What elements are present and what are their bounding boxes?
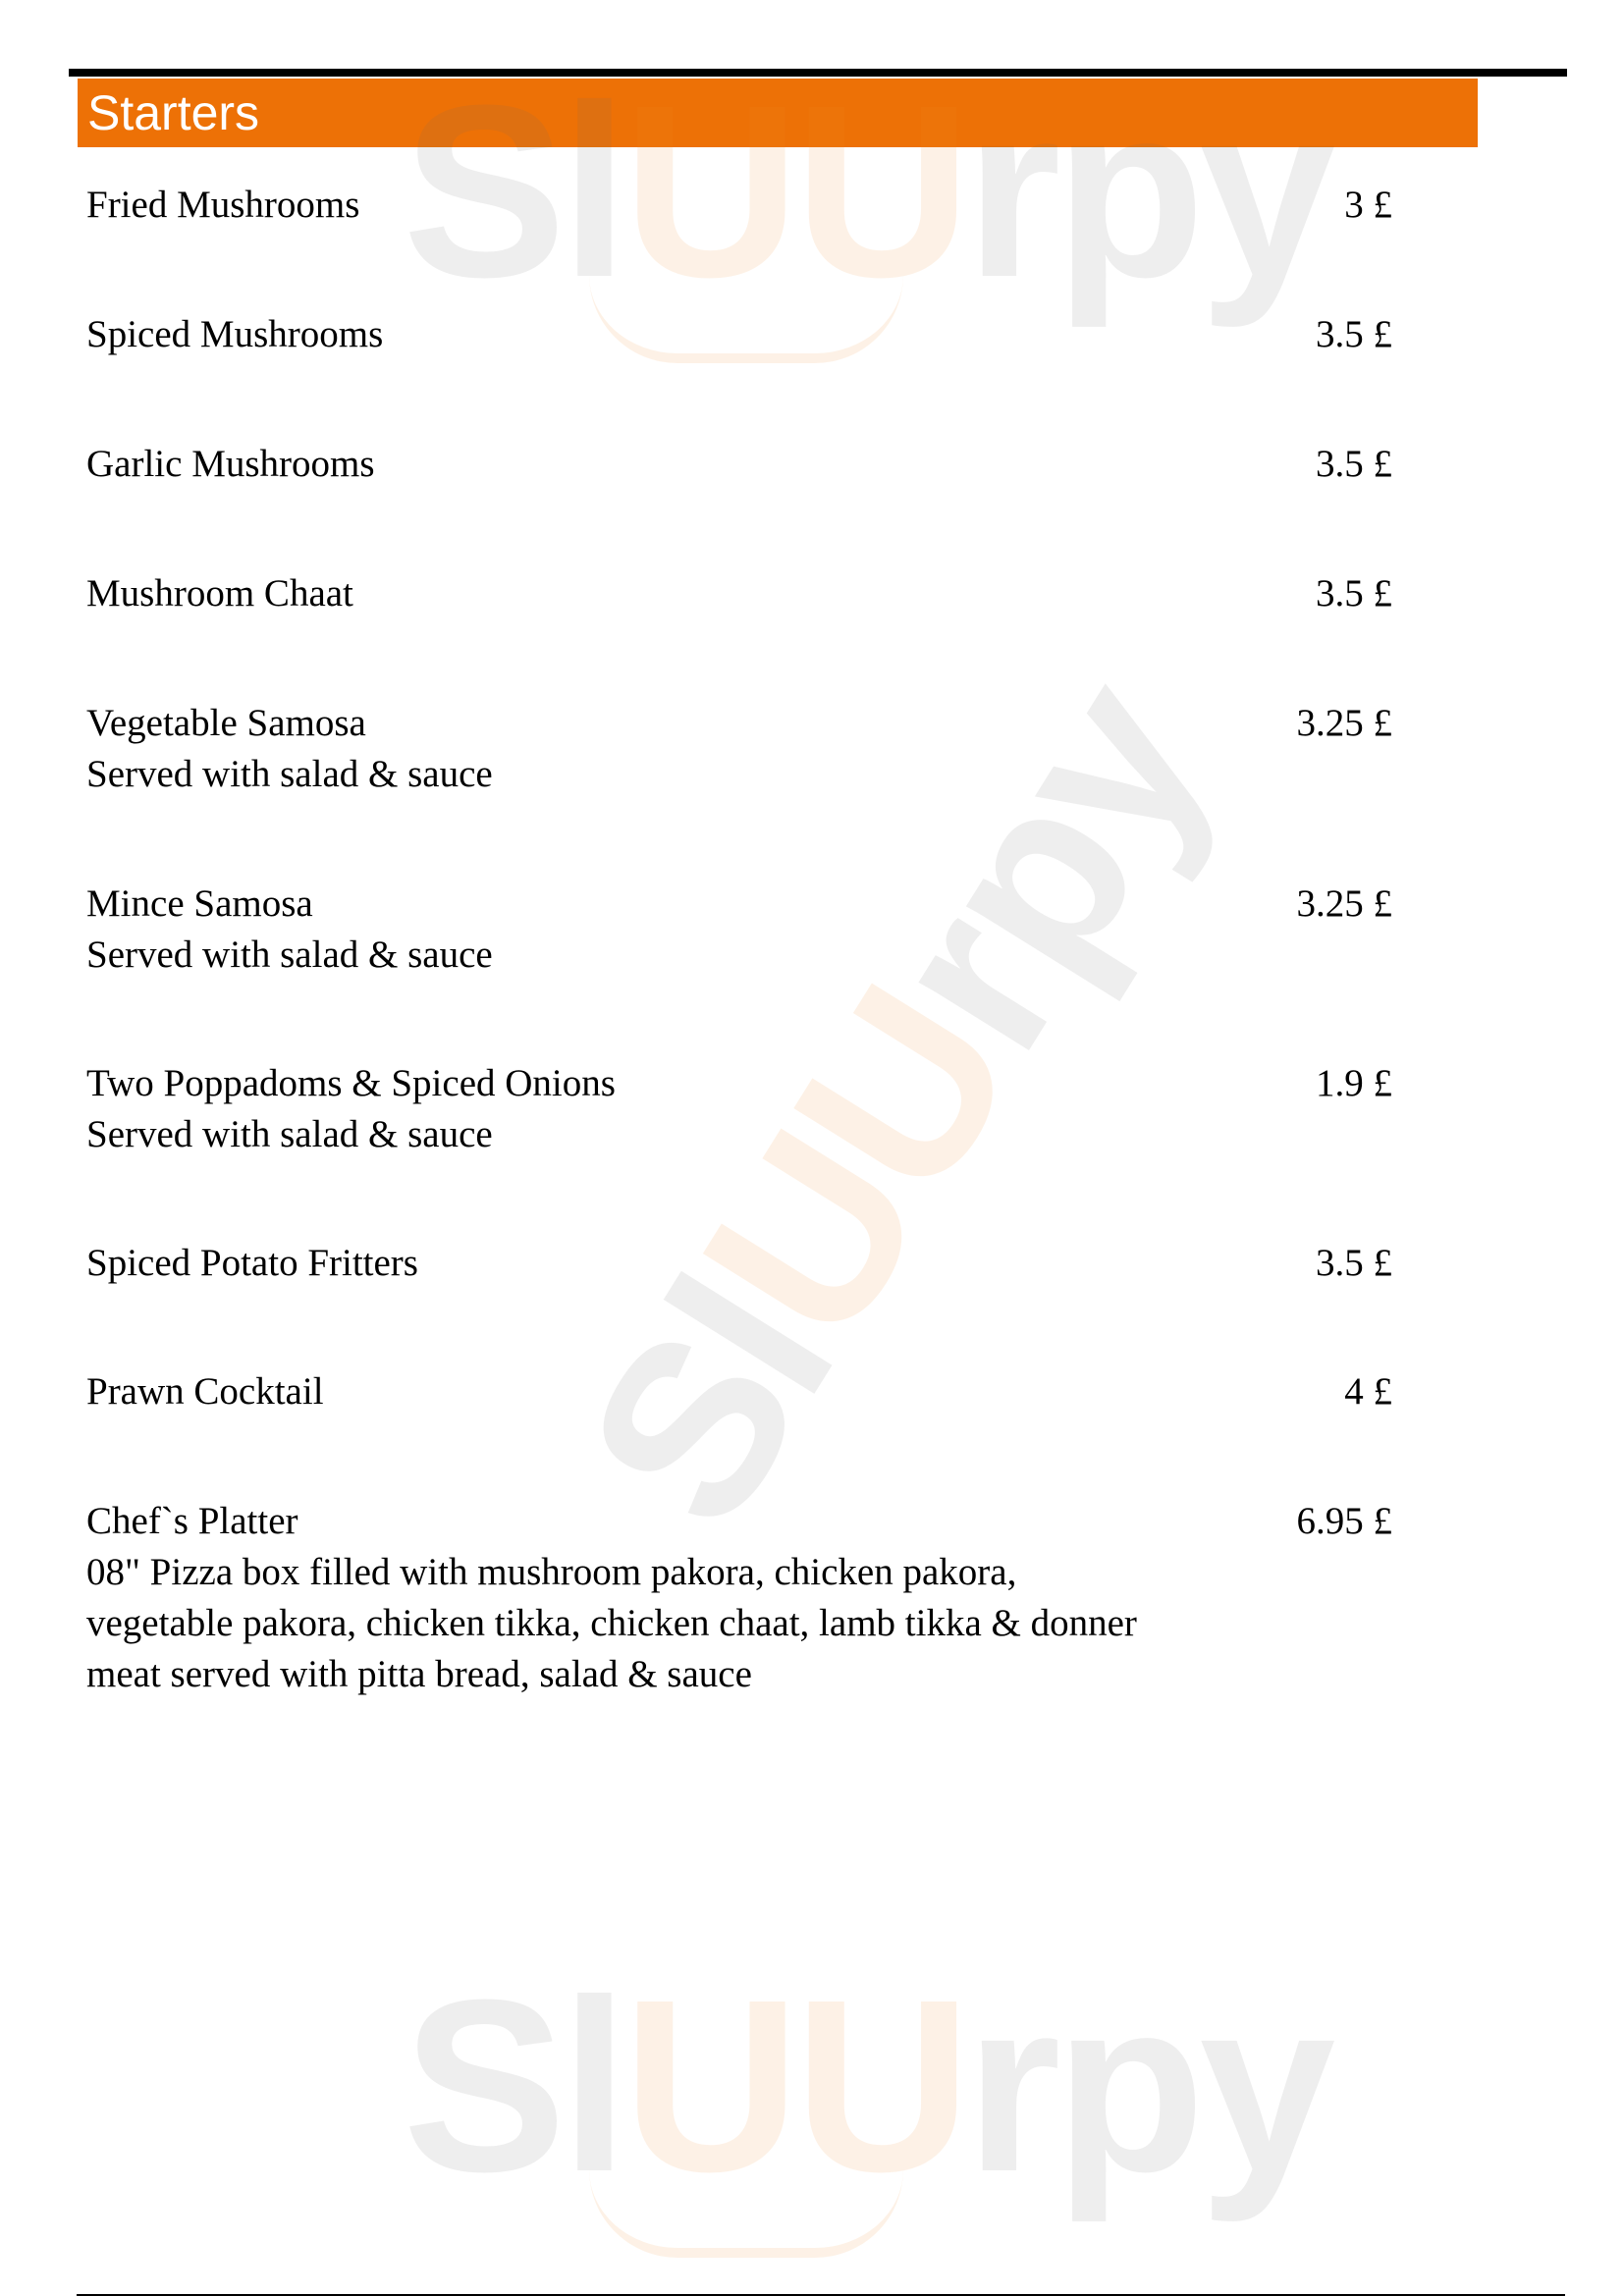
item-description: 08" Pizza box filled with mushroom pakora, chicken pakora, vegetable pakora, chicken tikka, chicken chaat, lamb tikka & donner meat served with pitta bread, salad & sauce: [86, 1551, 1137, 1695]
watermark-text: Sl: [533, 1238, 883, 1571]
watermark-text: rpy: [965, 54, 1330, 328]
item-price: 3.5 £: [1316, 572, 1392, 614]
watermark-text: UU: [623, 54, 966, 328]
item-price: 1.9 £: [1316, 1062, 1392, 1104]
item-description: Served with salad & sauce: [86, 753, 493, 795]
item-name: Spiced Potato Fritters: [86, 1242, 418, 1284]
item-price: 3.5 £: [1316, 1242, 1392, 1284]
watermark-text: Sl: [403, 54, 623, 328]
item-description: Served with salad & sauce: [86, 934, 493, 976]
item-price: 3.25 £: [1296, 702, 1392, 744]
item-name: Garlic Mushrooms: [86, 443, 375, 485]
section-title: Starters: [87, 85, 260, 140]
item-price: 4 £: [1344, 1370, 1392, 1413]
item-price: 3.25 £: [1296, 882, 1392, 925]
watermark-text: UU: [623, 1949, 966, 2222]
item-price: 3 £: [1344, 184, 1392, 226]
item-name: Two Poppadoms & Spiced Onions: [86, 1062, 616, 1104]
watermark-text: Sl: [403, 1949, 623, 2222]
item-name: Chef`s Platter: [86, 1500, 298, 1542]
item-price: 6.95 £: [1296, 1500, 1392, 1542]
item-price: 3.5 £: [1316, 443, 1392, 485]
item-name: Spiced Mushrooms: [86, 313, 384, 355]
item-name: Mushroom Chaat: [86, 572, 353, 614]
item-name: Fried Mushrooms: [86, 184, 360, 226]
watermark-text: rpy: [965, 1949, 1330, 2222]
item-price: 3.5 £: [1316, 313, 1392, 355]
item-name: Mince Samosa: [86, 882, 313, 925]
watermark-text: rpy: [832, 638, 1258, 1093]
item-name: Vegetable Samosa: [86, 702, 366, 744]
item-description: Served with salad & sauce: [86, 1113, 493, 1155]
watermark-text: UU: [650, 947, 1064, 1383]
item-name: Prawn Cocktail: [86, 1370, 324, 1413]
